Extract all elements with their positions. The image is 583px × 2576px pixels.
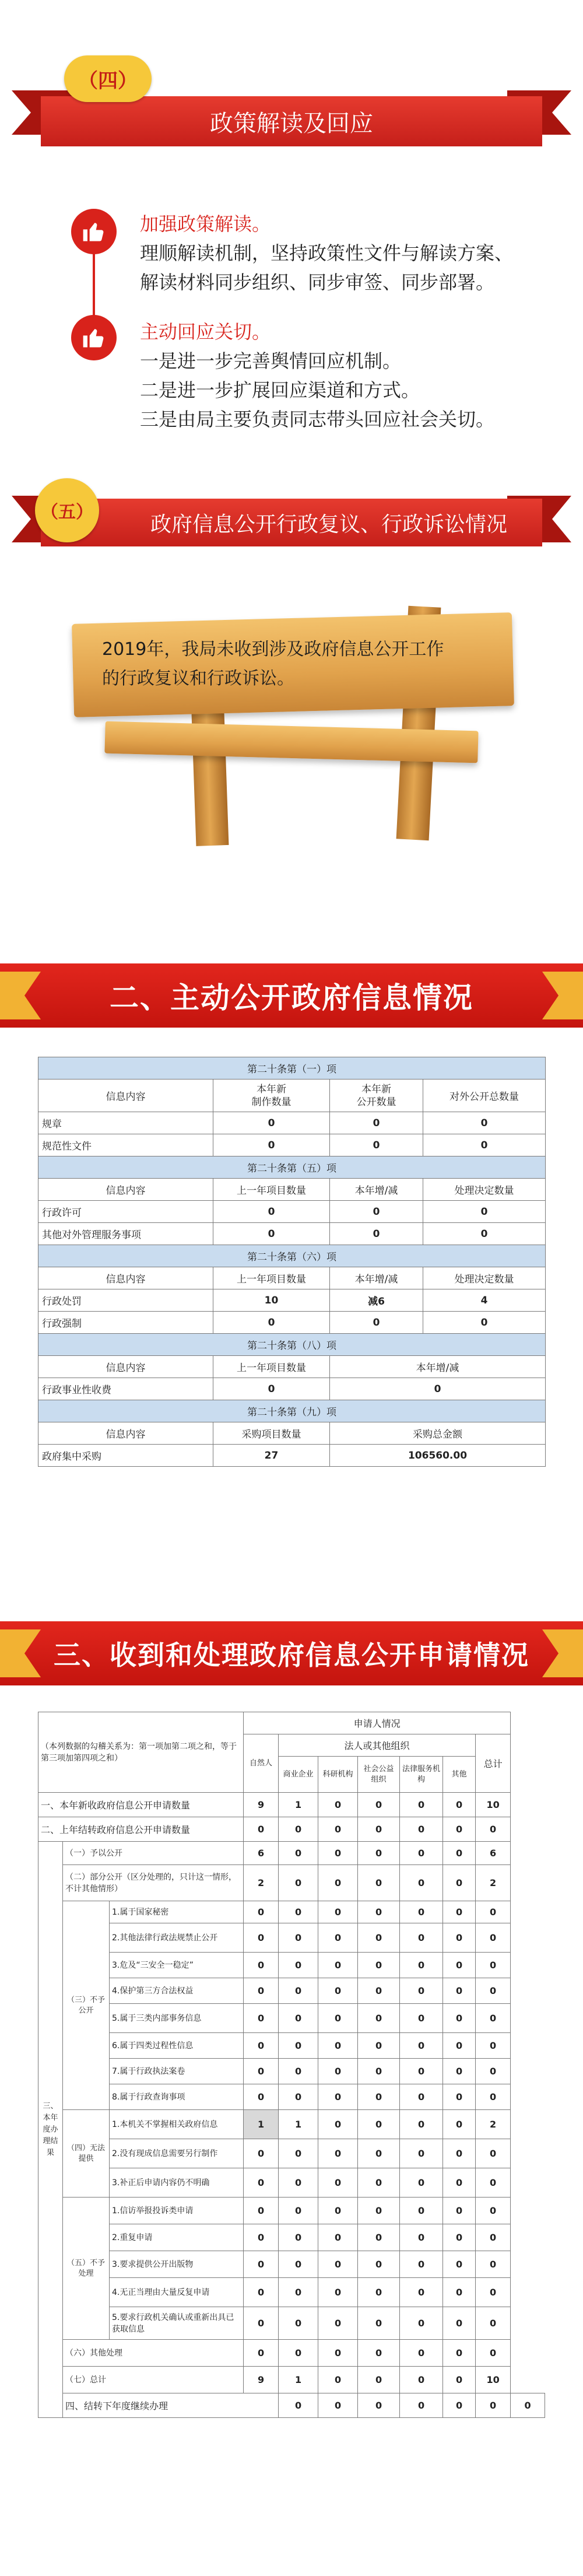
table-row: 7.属于行政执法案卷 0 0 0 0 0 0 0 bbox=[38, 2059, 545, 2084]
col-header: 处理决定数量 bbox=[423, 1267, 546, 1289]
table-cell: 0 bbox=[476, 2168, 511, 2198]
table-cell: 1 bbox=[279, 2110, 318, 2139]
table-row: 2.重复申请 0 0 0 0 0 0 0 bbox=[38, 2224, 545, 2251]
table-cell: 0 bbox=[511, 2393, 545, 2418]
table-cell: 0 bbox=[318, 1793, 358, 1817]
table-row: 2.其他法律行政法规禁止公开 0 0 0 0 0 0 0 bbox=[38, 1923, 545, 1953]
table-cell: 0 bbox=[400, 2059, 443, 2084]
table-cell: 0 bbox=[318, 1978, 358, 2004]
table-cell: 0 bbox=[244, 2084, 279, 2110]
table-cell: 0 bbox=[358, 2251, 400, 2278]
table-cell: 0 bbox=[400, 2340, 443, 2367]
table-cell: 0 bbox=[443, 1923, 476, 1953]
table-section-title: 第二十条第（六）项 bbox=[38, 1245, 546, 1267]
table-cell: 0 bbox=[358, 1793, 400, 1817]
table-row: 2.没有现成信息需要另行制作 0 0 0 0 0 0 0 bbox=[38, 2139, 545, 2168]
table-row: 5.属于三类内部事务信息 0 0 0 0 0 0 0 bbox=[38, 2004, 545, 2033]
table-cell: 0 bbox=[279, 1978, 318, 2004]
table-cell: 0 bbox=[443, 2139, 476, 2168]
table-cell: 0 bbox=[244, 2059, 279, 2084]
table-cell: 10 bbox=[476, 2367, 511, 2393]
table-cell: 0 bbox=[244, 2168, 279, 2198]
table-cell: 0 bbox=[443, 2004, 476, 2033]
table-cell: 0 bbox=[443, 1953, 476, 1978]
thumbs-up-icon bbox=[71, 209, 117, 254]
table-cell: 0 bbox=[443, 2198, 476, 2224]
table-cell: 1 bbox=[244, 2110, 279, 2139]
table-cell: 0 bbox=[318, 1901, 358, 1923]
table-cell: 0 bbox=[244, 1923, 279, 1953]
table-cell: 0 bbox=[318, 1953, 358, 1978]
table-cell: 0 bbox=[358, 1923, 400, 1953]
col-header: 对外公开总数量 bbox=[423, 1080, 546, 1112]
table-cell: 0 bbox=[358, 2168, 400, 2198]
table-cell: 0 bbox=[443, 1978, 476, 2004]
col-header: 本年增/减 bbox=[330, 1179, 423, 1201]
table-row: （三）不予公开 1.属于国家秘密 0 0 0 0 0 0 0 bbox=[38, 1901, 545, 1923]
table-cell: 0 bbox=[400, 1865, 443, 1901]
table-cell: 0 bbox=[244, 1953, 279, 1978]
table-cell: 0 bbox=[244, 2198, 279, 2224]
table-cell: 1 bbox=[279, 1793, 318, 1817]
table-cell: 0 bbox=[400, 1978, 443, 2004]
table-cell: 0 bbox=[400, 2278, 443, 2307]
table-cell: 0 bbox=[318, 2251, 358, 2278]
table-row: 3.要求提供公开出版物 0 0 0 0 0 0 0 bbox=[38, 2251, 545, 2278]
table-section-title: 第二十条第（九）项 bbox=[38, 1400, 546, 1422]
table-row: 行政处罚 10 减6 4 bbox=[38, 1289, 546, 1312]
table-cell: 0 bbox=[318, 2033, 358, 2059]
col-header: 其他 bbox=[443, 1757, 476, 1793]
table-cell: 0 bbox=[279, 2251, 318, 2278]
table-row: 规范性文件 0 0 0 bbox=[38, 1134, 546, 1156]
table-cell: 0 bbox=[358, 2059, 400, 2084]
table-cell: 0 bbox=[318, 1865, 358, 1901]
col-header: 上一年项目数量 bbox=[213, 1179, 330, 1201]
table-cell: 0 bbox=[318, 2110, 358, 2139]
table-cell: 0 bbox=[443, 2110, 476, 2139]
part2-table bbox=[38, 1057, 546, 1467]
table-cell: 0 bbox=[358, 2198, 400, 2224]
table-cell: 0 bbox=[279, 2340, 318, 2367]
table-cell: 0 bbox=[476, 2251, 511, 2278]
table-cell: 0 bbox=[400, 2084, 443, 2110]
col-header: 申请人情况 bbox=[244, 1712, 511, 1734]
table-cell: 0 bbox=[476, 2059, 511, 2084]
table-cell: 0 bbox=[476, 2307, 511, 2340]
table-cell: 0 bbox=[476, 2224, 511, 2251]
col-header: 信息内容 bbox=[38, 1080, 213, 1112]
table-cell: 0 bbox=[244, 2251, 279, 2278]
table-cell: 0 bbox=[358, 2340, 400, 2367]
col-header: 商业企业 bbox=[279, 1757, 318, 1793]
col-header: 本年新 制作数量 bbox=[213, 1080, 330, 1112]
table-cell: 0 bbox=[279, 2198, 318, 2224]
table-cell: 0 bbox=[358, 1817, 400, 1842]
table-cell: 0 bbox=[443, 2059, 476, 2084]
table-row: （四）无法提供 1.本机关不掌握相关政府信息 1 1 0 0 0 0 2 bbox=[38, 2110, 545, 2139]
table-cell: 0 bbox=[358, 1978, 400, 2004]
table-cell: 0 bbox=[400, 2251, 443, 2278]
table-cell: 0 bbox=[244, 1817, 279, 1842]
table-cell: 0 bbox=[443, 2084, 476, 2110]
col-header: 本年增/减 bbox=[330, 1356, 546, 1378]
table-cell: 0 bbox=[476, 2033, 511, 2059]
table-cell: 0 bbox=[400, 2307, 443, 2340]
table-cell: 0 bbox=[400, 1901, 443, 1923]
table-cell: 1 bbox=[279, 2367, 318, 2393]
table-cell: 0 bbox=[476, 2340, 511, 2367]
col-header: 社会公益组织 bbox=[358, 1757, 400, 1793]
table-cell: 0 bbox=[400, 1842, 443, 1865]
table-cell: 9 bbox=[244, 1793, 279, 1817]
col-header: 本年增/减 bbox=[330, 1267, 423, 1289]
table-cell: 0 bbox=[358, 2307, 400, 2340]
table-cell: 0 bbox=[443, 2251, 476, 2278]
item2-line: 三是由局主要负责同志带头回应社会关切。 bbox=[140, 408, 495, 430]
table-row: 三、本年度办理结果 （一）予以公开 6 0 0 0 0 0 6 bbox=[38, 1842, 545, 1865]
table-row: 其他对外管理服务事项 0 0 0 bbox=[38, 1223, 546, 1245]
table-cell: 0 bbox=[400, 2168, 443, 2198]
table-cell: 0 bbox=[318, 2340, 358, 2367]
table-cell: 0 bbox=[318, 2393, 358, 2418]
table-cell: 0 bbox=[318, 1923, 358, 1953]
section5-badge: （五） bbox=[35, 478, 99, 542]
table-cell: 0 bbox=[279, 1923, 318, 1953]
section4-banner bbox=[0, 55, 583, 143]
table-cell: 0 bbox=[400, 2139, 443, 2168]
table-row: （六）其他处理 0 0 0 0 0 0 0 bbox=[38, 2340, 545, 2367]
table-cell: 0 bbox=[318, 2139, 358, 2168]
table-row: 8.属于行政查询事项 0 0 0 0 0 0 0 bbox=[38, 2084, 545, 2110]
table-cell: 0 bbox=[318, 1842, 358, 1865]
table-cell: 0 bbox=[318, 2278, 358, 2307]
item1-line: 解读材料同步组织、同步审签、同步部署。 bbox=[140, 271, 495, 293]
thumbs-up-icon bbox=[71, 315, 117, 360]
item2-line: 二是进一步扩展回应渠道和方式。 bbox=[140, 379, 420, 401]
table-cell: 0 bbox=[279, 2278, 318, 2307]
table-cell: 0 bbox=[443, 2307, 476, 2340]
table-cell: 0 bbox=[279, 2168, 318, 2198]
table-cell: 0 bbox=[244, 1901, 279, 1923]
table-section-title: 第二十条第（八）项 bbox=[38, 1334, 546, 1356]
table-cell: 0 bbox=[358, 2367, 400, 2393]
item1-heading: 加强政策解读。 bbox=[140, 213, 271, 235]
table-cell: 6 bbox=[476, 1842, 511, 1865]
table-cell: 2 bbox=[476, 2110, 511, 2139]
table-cell: 2 bbox=[244, 1865, 279, 1901]
table-cell: 0 bbox=[244, 2224, 279, 2251]
col-header: 上一年项目数量 bbox=[213, 1267, 330, 1289]
table-row: 行政许可 0 0 0 bbox=[38, 1201, 546, 1223]
col-header: 法律服务机构 bbox=[400, 1757, 443, 1793]
table-cell: 0 bbox=[244, 2004, 279, 2033]
table-cell: 0 bbox=[400, 1817, 443, 1842]
table-cell: 0 bbox=[443, 1817, 476, 1842]
row-group-label: 三、本年度办理结果 bbox=[38, 1842, 63, 2418]
table-cell: 0 bbox=[476, 2139, 511, 2168]
table-cell: 0 bbox=[476, 2198, 511, 2224]
table-cell: 0 bbox=[279, 2004, 318, 2033]
table-cell: 0 bbox=[476, 1923, 511, 1953]
table-cell: 0 bbox=[400, 2033, 443, 2059]
table-row: 一、本年新收政府信息公开申请数量 9 1 0 0 0 0 10 bbox=[38, 1793, 545, 1817]
table-row: 四、结转下年度继续办理 0 0 0 0 0 0 0 bbox=[38, 2393, 545, 2418]
table-cell: 0 bbox=[244, 2278, 279, 2307]
table-cell: 0 bbox=[358, 2278, 400, 2307]
table-cell: 0 bbox=[318, 1817, 358, 1842]
col-header: 总计 bbox=[476, 1734, 511, 1793]
col-header: 信息内容 bbox=[38, 1179, 213, 1201]
table-cell: 0 bbox=[244, 2139, 279, 2168]
table-row: 6.属于四类过程性信息 0 0 0 0 0 0 0 bbox=[38, 2033, 545, 2059]
col-header: 科研机构 bbox=[318, 1757, 358, 1793]
section4-badge: （四） bbox=[64, 55, 152, 102]
table-cell: 0 bbox=[244, 1978, 279, 2004]
part3-title: 三、收到和处理政府信息公开申请情况 bbox=[54, 1639, 529, 1671]
col-header: 信息内容 bbox=[38, 1267, 213, 1289]
table-cell: 0 bbox=[443, 2367, 476, 2393]
table-cell: 0 bbox=[279, 1953, 318, 1978]
table-cell: 0 bbox=[443, 1901, 476, 1923]
part3-header bbox=[0, 1621, 583, 1685]
table-cell: 0 bbox=[358, 2224, 400, 2251]
table-cell: 0 bbox=[358, 2110, 400, 2139]
table-cell: 0 bbox=[476, 1953, 511, 1978]
table-cell: 0 bbox=[358, 1865, 400, 1901]
table-cell: 0 bbox=[318, 2198, 358, 2224]
table-row: （七）总计 9 1 0 0 0 0 10 bbox=[38, 2367, 545, 2393]
table-cell: 0 bbox=[358, 1901, 400, 1923]
col-header: 处理决定数量 bbox=[423, 1179, 546, 1201]
table-cell: 0 bbox=[279, 1842, 318, 1865]
col-header: 采购项目数量 bbox=[213, 1422, 330, 1445]
table-cell: 0 bbox=[400, 2198, 443, 2224]
table-cell: 2 bbox=[476, 1865, 511, 1901]
table-row: 3.补正后申请内容仍不明确 0 0 0 0 0 0 0 bbox=[38, 2168, 545, 2198]
table-row: 4.无正当理由大量反复申请 0 0 0 0 0 0 0 bbox=[38, 2278, 545, 2307]
table-cell: 0 bbox=[279, 2139, 318, 2168]
table-cell: 0 bbox=[279, 2393, 318, 2418]
col-header: 信息内容 bbox=[38, 1422, 213, 1445]
table-cell: 0 bbox=[318, 2059, 358, 2084]
table-cell: 0 bbox=[400, 2393, 443, 2418]
col-header: 本年新 公开数量 bbox=[330, 1080, 423, 1112]
col-header: 法人或其他组织 bbox=[279, 1734, 476, 1757]
table-cell: 0 bbox=[400, 2110, 443, 2139]
table-cell: 0 bbox=[358, 2033, 400, 2059]
col-header: 信息内容 bbox=[38, 1356, 213, 1378]
table-row: 4.保护第三方合法权益 0 0 0 0 0 0 0 bbox=[38, 1978, 545, 2004]
table-cell: 0 bbox=[476, 2278, 511, 2307]
table-corner-note: （本列数据的勾稽关系为：第一项加第二项之和，等于第三项加第四项之和） bbox=[38, 1712, 244, 1793]
item2-line: 一是进一步完善舆情回应机制。 bbox=[140, 350, 402, 372]
table-cell: 0 bbox=[476, 2004, 511, 2033]
table-cell: 0 bbox=[443, 2033, 476, 2059]
table-cell: 0 bbox=[244, 2307, 279, 2340]
part3-table bbox=[38, 1712, 545, 2418]
table-cell: 0 bbox=[400, 1793, 443, 1817]
table-cell: 6 bbox=[244, 1842, 279, 1865]
table-cell: 0 bbox=[279, 2059, 318, 2084]
table-cell: 0 bbox=[476, 1817, 511, 1842]
section5-title: 政府信息公开行政复议、行政诉讼情况 bbox=[41, 499, 542, 546]
table-cell: 0 bbox=[279, 2307, 318, 2340]
table-cell: 0 bbox=[358, 2004, 400, 2033]
table-cell: 0 bbox=[279, 1865, 318, 1901]
section4-title: 政策解读及回应 bbox=[41, 96, 542, 146]
table-cell: 9 bbox=[244, 2367, 279, 2393]
table-cell: 0 bbox=[358, 1842, 400, 1865]
table-cell: 0 bbox=[279, 1817, 318, 1842]
section5-banner bbox=[0, 472, 583, 560]
table-cell: 0 bbox=[358, 1953, 400, 1978]
table-cell: 0 bbox=[476, 2084, 511, 2110]
table-row: 5.要求行政机关确认或重新出具已获取信息 0 0 0 0 0 0 0 bbox=[38, 2307, 545, 2340]
table-cell: 0 bbox=[476, 1978, 511, 2004]
col-header: 自然人 bbox=[244, 1734, 279, 1793]
table-row: （二）部分公开（区分处理的，只计这一情形，不计其他情形） 2 0 0 0 0 0 2 bbox=[38, 1865, 545, 1901]
table-row: 政府集中采购 27 106560.00 bbox=[38, 1445, 546, 1467]
table-cell: 0 bbox=[318, 2224, 358, 2251]
table-row: 3.危及“三安全一稳定” 0 0 0 0 0 0 0 bbox=[38, 1953, 545, 1978]
part2-header bbox=[0, 963, 583, 1028]
table-cell: 0 bbox=[318, 2367, 358, 2393]
table-row: 规章 0 0 0 bbox=[38, 1112, 546, 1134]
table-cell: 0 bbox=[443, 1865, 476, 1901]
table-cell: 0 bbox=[443, 2340, 476, 2367]
table-cell: 0 bbox=[318, 2084, 358, 2110]
table-cell: 0 bbox=[443, 1842, 476, 1865]
table-cell: 0 bbox=[400, 2224, 443, 2251]
table-cell: 0 bbox=[443, 2278, 476, 2307]
table-cell: 0 bbox=[443, 2224, 476, 2251]
col-header: 上一年项目数量 bbox=[213, 1356, 330, 1378]
table-cell: 0 bbox=[318, 2168, 358, 2198]
table-row: 二、上年结转政府信息公开申请数量 0 0 0 0 0 0 0 bbox=[38, 1817, 545, 1842]
table-cell: 0 bbox=[443, 2393, 476, 2418]
table-cell: 0 bbox=[400, 1923, 443, 1953]
part2-title: 二、主动公开政府信息情况 bbox=[110, 981, 473, 1015]
item1-line: 理顺解读机制，坚持政策性文件与解读方案、 bbox=[140, 242, 514, 264]
table-row: （五）不予处理 1.信访举报投诉类申请 0 0 0 0 0 0 0 bbox=[38, 2198, 545, 2224]
table-cell: 0 bbox=[358, 2084, 400, 2110]
table-section-title: 第二十条第（一）项 bbox=[38, 1057, 546, 1080]
table-cell: 0 bbox=[400, 2004, 443, 2033]
table-cell: 0 bbox=[443, 1793, 476, 1817]
table-cell: 0 bbox=[279, 2033, 318, 2059]
table-section-title: 第二十条第（五）项 bbox=[38, 1156, 546, 1179]
table-cell: 0 bbox=[279, 2084, 318, 2110]
table-cell: 0 bbox=[400, 1953, 443, 1978]
table-cell: 0 bbox=[476, 2393, 511, 2418]
item2-heading: 主动回应关切。 bbox=[140, 321, 271, 343]
sign-text: 的行政复议和行政诉讼。 bbox=[102, 668, 294, 689]
table-row: 行政事业性收费 0 0 bbox=[38, 1378, 546, 1400]
table-cell: 0 bbox=[318, 2004, 358, 2033]
table-cell: 0 bbox=[244, 2340, 279, 2367]
table-cell: 0 bbox=[358, 2139, 400, 2168]
table-cell: 0 bbox=[443, 2168, 476, 2198]
table-cell: 0 bbox=[476, 1901, 511, 1923]
sign-text: 2019年，我局未收到涉及政府信息公开工作 bbox=[102, 639, 444, 660]
table-cell: 0 bbox=[244, 2033, 279, 2059]
col-header: 采购总金额 bbox=[330, 1422, 546, 1445]
table-cell: 0 bbox=[279, 1901, 318, 1923]
table-row: 行政强制 0 0 0 bbox=[38, 1312, 546, 1334]
table-cell: 0 bbox=[318, 2307, 358, 2340]
table-cell: 0 bbox=[279, 2224, 318, 2251]
table-cell: 0 bbox=[400, 2367, 443, 2393]
table-cell: 0 bbox=[358, 2393, 400, 2418]
table-cell: 10 bbox=[476, 1793, 511, 1817]
